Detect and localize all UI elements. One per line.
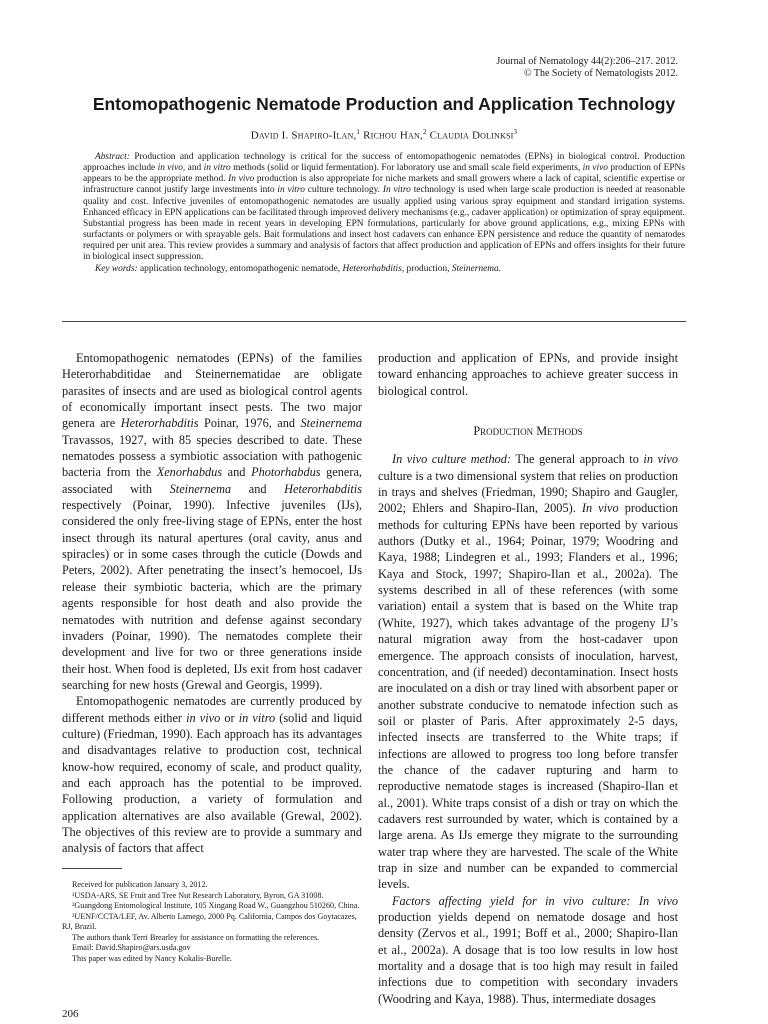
text-run: Travassos, 1927, with 85 species described to date. These nematodes possess a symbiotic association with pathogenic bacteria from the <box>62 432 362 480</box>
keywords-run: application technology, entomopathogenic nematode, <box>137 263 343 274</box>
text-run: or <box>220 710 239 725</box>
abstract-italic: in vitro <box>203 163 231 174</box>
text-run: (solid and liquid culture) (Friedman, 1990). Each approach has its advantages and disadvantages relative to production cost, technical know-how required, economy of scale, and product quality, and each approach has the potential to be improved. Following production, a variety of formulation and application alternatives are also available (Grewal, 2002). The objectives of this review are to provide a summary and analysis of factors that affect <box>62 710 362 856</box>
text-run: genera, associated with <box>62 465 362 496</box>
abstract-run: culture technology. <box>304 185 383 196</box>
paper-title: Entomopathogenic Nematode Production and Application Technology <box>92 94 676 114</box>
body-paragraph <box>62 693 362 856</box>
abstract-run: and <box>185 163 204 174</box>
author-name: David I. Shapiro-Ilan, <box>250 129 357 142</box>
abstract <box>83 152 685 275</box>
footnote: ²Guangdong Entomological Institute, 105 Xingang Road W., Guangzhou 510260, China. <box>72 901 360 910</box>
footnote: This paper was edited by Nancy Kokalis-Burelle. <box>72 953 232 963</box>
italic-run: Xenorhabdus <box>156 465 223 480</box>
keywords-run: production, <box>404 263 452 274</box>
abstract-italic: In vitro <box>382 185 411 196</box>
abstract-run: methods (solid or liquid fermentation). For laboratory use and small scale field experiments, <box>230 163 583 174</box>
text-run: and <box>231 481 285 496</box>
author-affiliation-mark: 2 <box>422 128 427 136</box>
italic-run: in vivo <box>643 452 679 467</box>
author-name: Claudia Dolinksi <box>429 129 514 142</box>
journal-citation <box>496 56 678 80</box>
abstract-run: production of EPNs appears to be the appropriate method. <box>83 163 685 185</box>
text-run: culture is a two dimensional system that relies on production in trays and shelves (Friedman, 1990; Shapiro and Gaugler, 2002; Ehlers and Shapiro-Ilan, 2005). <box>378 468 678 516</box>
abstract-run: Production and application technology is critical for the success of entomopathogenic nematodes (EPNs) in biological control. Production approaches include <box>83 152 685 174</box>
text-run: Entomopathogenic nematodes are currently produced by different methods either <box>62 694 362 725</box>
abstract-italic: in vitro <box>277 185 305 196</box>
author-name: Richou Han, <box>363 129 423 142</box>
run-in-heading: In vivo culture method: <box>392 452 512 467</box>
footnote: ³UENF/CCTA/LEF, Av. Alberto Lamego, 2000 Pq. California, Campos dos Goytacazes, RJ, Brazil. <box>62 911 357 931</box>
footnote-divider <box>62 868 122 869</box>
text-run: production methods for culturing EPNs have been reported by various authors (Dutky et al., 1964; Poinar, 1979; Woodring and Kaya, 1988; Lindegren et al., 1993; Flanders et al., 1996; Kaya and Stock, 1997; Shapiro-Ilan et al., 2002a). The systems described in all of these references (with some variation) entail a system that is based on the White trap (White, 1927), which takes advantage of the progeny IJ’s natural migration away from the host-cadaver upon emergence. The approach consists of inoculation, harvest, concentration, and (if needed) decontamination. Insect hosts are inoculated on a dish or tray lined with absorbent paper or another substrate conducive to nematode infection such as soil or plaster of Paris. After approximately 2-5 days, infected insects are transferred to the White traps; if infections are allowed to progress too long before transfer the chance of the cadaver rupturing and harm to reproductive nematode stages is increased (Shapiro-Ilan et al., 2001). White traps consist of a dish or tray on which the cadavers rest surrounded by water, which is contained by a large arena. As IJs emerge they migrate to the surrounding water trap where they are harvested. The scale of the White trap in size and number can be expanded to commercial levels. <box>378 501 678 892</box>
journal-line: Journal of Nematology 44(2):206–217. 2012. <box>496 56 678 67</box>
text-run: and <box>222 465 252 480</box>
text-run: Entomopathogenic nematodes (EPNs) of the families Heterorhabditidae and Steinernematidae are obligate parasites of insects and are used as biological control agents of economically important insect pests. The two major genera are <box>62 351 362 431</box>
footnote: Received for publication January 3, 2012. <box>72 880 208 889</box>
italic-run: In vivo <box>638 893 678 908</box>
footnotes <box>62 880 364 964</box>
author-affiliation-mark: 3 <box>513 128 518 136</box>
right-column <box>378 350 678 1007</box>
keywords-italic: Heterorhabditis, <box>342 263 405 274</box>
left-column <box>62 350 362 857</box>
italic-run: in vitro <box>238 710 276 725</box>
copyright-line: © The Society of Nematologists 2012. <box>523 68 678 79</box>
abstract-italic: in vivo, <box>157 163 186 174</box>
keywords <box>83 264 685 275</box>
abstract-italic: in vivo <box>582 163 608 174</box>
text-run: production yields depend on nematode dosage and host density (Zervos et al., 1991; Boff et al., 2000; Shapiro-Ilan et al., 2002a). A dosage that is too low results in low host mortality and a dosage that is too high may result in failed infections due to competition with secondary invaders (Woodring and Kaya, 1988). Thus, intermediate dosages <box>378 910 678 1006</box>
footnote: The authors thank Terri Brearley for assistance on formatting the references. <box>72 932 320 942</box>
italic-run: Steinernema <box>169 481 232 496</box>
abstract-italic: In vivo <box>228 174 255 185</box>
keywords-italic: Steinernema. <box>451 263 502 274</box>
abstract-text <box>83 152 685 264</box>
run-in-heading: Factors affecting yield for in vivo culture: <box>392 893 631 908</box>
author-affiliation-mark: 1 <box>356 128 361 136</box>
italic-run: in vivo <box>186 710 221 725</box>
italic-run: Steinernema <box>300 416 362 431</box>
body-paragraph <box>378 893 678 1007</box>
footnote: ¹USDA-ARS, SE Fruit and Tree Nut Research Laboratory, Byron, GA 31008. <box>72 890 324 900</box>
abstract-run: technology is used when large scale production is needed at reasonable quality and cost. Infective juveniles of entomopathogenic nematodes are usually applied using various spray equipment and standard irrigation systems. Enhanced efficacy in EPN applications can be facilitated through improved delivery mechanisms (e.g., cadaver application) or optimization of spray equipment. Substantial progress has been made in recent years in developing EPN formulations, particularly for above ground applications, e.g., mixing EPNs with surfactants or polymers or with sprayable gels. Bait formulations and insect host cadavers can enhance EPN persistence and reduce the quantity of nematodes required per unit area. This review provides a summary and analysis of factors that affect production and application of EPNs and offers insights for their future in biological insect suppression. <box>83 185 686 263</box>
italic-run: Photorhabdus <box>251 465 321 480</box>
abstract-divider <box>62 321 686 322</box>
text-run <box>630 894 638 908</box>
footnote: Email: David.Shapiro@ars.usda.gov <box>72 943 191 952</box>
abstract-run: production is also appropriate for niche markets and small growers where a lack of capital, scientific expertise or infrastructure cannot justify large investments into <box>83 174 685 196</box>
italic-run: Heterorhabditis <box>284 481 362 496</box>
italic-run: Heterorhabditis <box>120 416 199 431</box>
text-run: The general approach to <box>511 452 644 467</box>
author-list <box>60 125 708 143</box>
body-paragraph <box>62 350 362 693</box>
text-run: Poinar, 1976, and <box>198 416 301 431</box>
abstract-label: Abstract: <box>95 152 130 162</box>
body-paragraph: production and application of EPNs, and provide insight toward enhancing approaches to achieve greater success in biological control. <box>378 351 678 398</box>
section-heading: Production Methods <box>473 424 583 439</box>
text-run: respectively (Poinar, 1990). Infective juveniles (IJs), considered the only free-living stage of EPNs, enter the host insect through its natural apertures (oral cavity, anus and spiracles) or in some cases through the cuticle (Dowds and Peters, 2002). After penetrating the insect’s hemocoel, IJs release their symbiotic bacteria, which are the primary agents responsible for host death and also provide the nematodes with nutrition and defense against secondary invaders (Poinar, 1990). The nematodes complete their development and live for two or three generations inside their host. When food is depleted, IJs exit from host cadaver searching for new hosts (Grewal and Georgis, 1999). <box>62 498 362 692</box>
keywords-label: Key words: <box>95 263 138 274</box>
body-paragraph <box>378 451 678 892</box>
italic-run: In vivo <box>581 501 619 516</box>
page-number: 206 <box>62 1008 79 1020</box>
